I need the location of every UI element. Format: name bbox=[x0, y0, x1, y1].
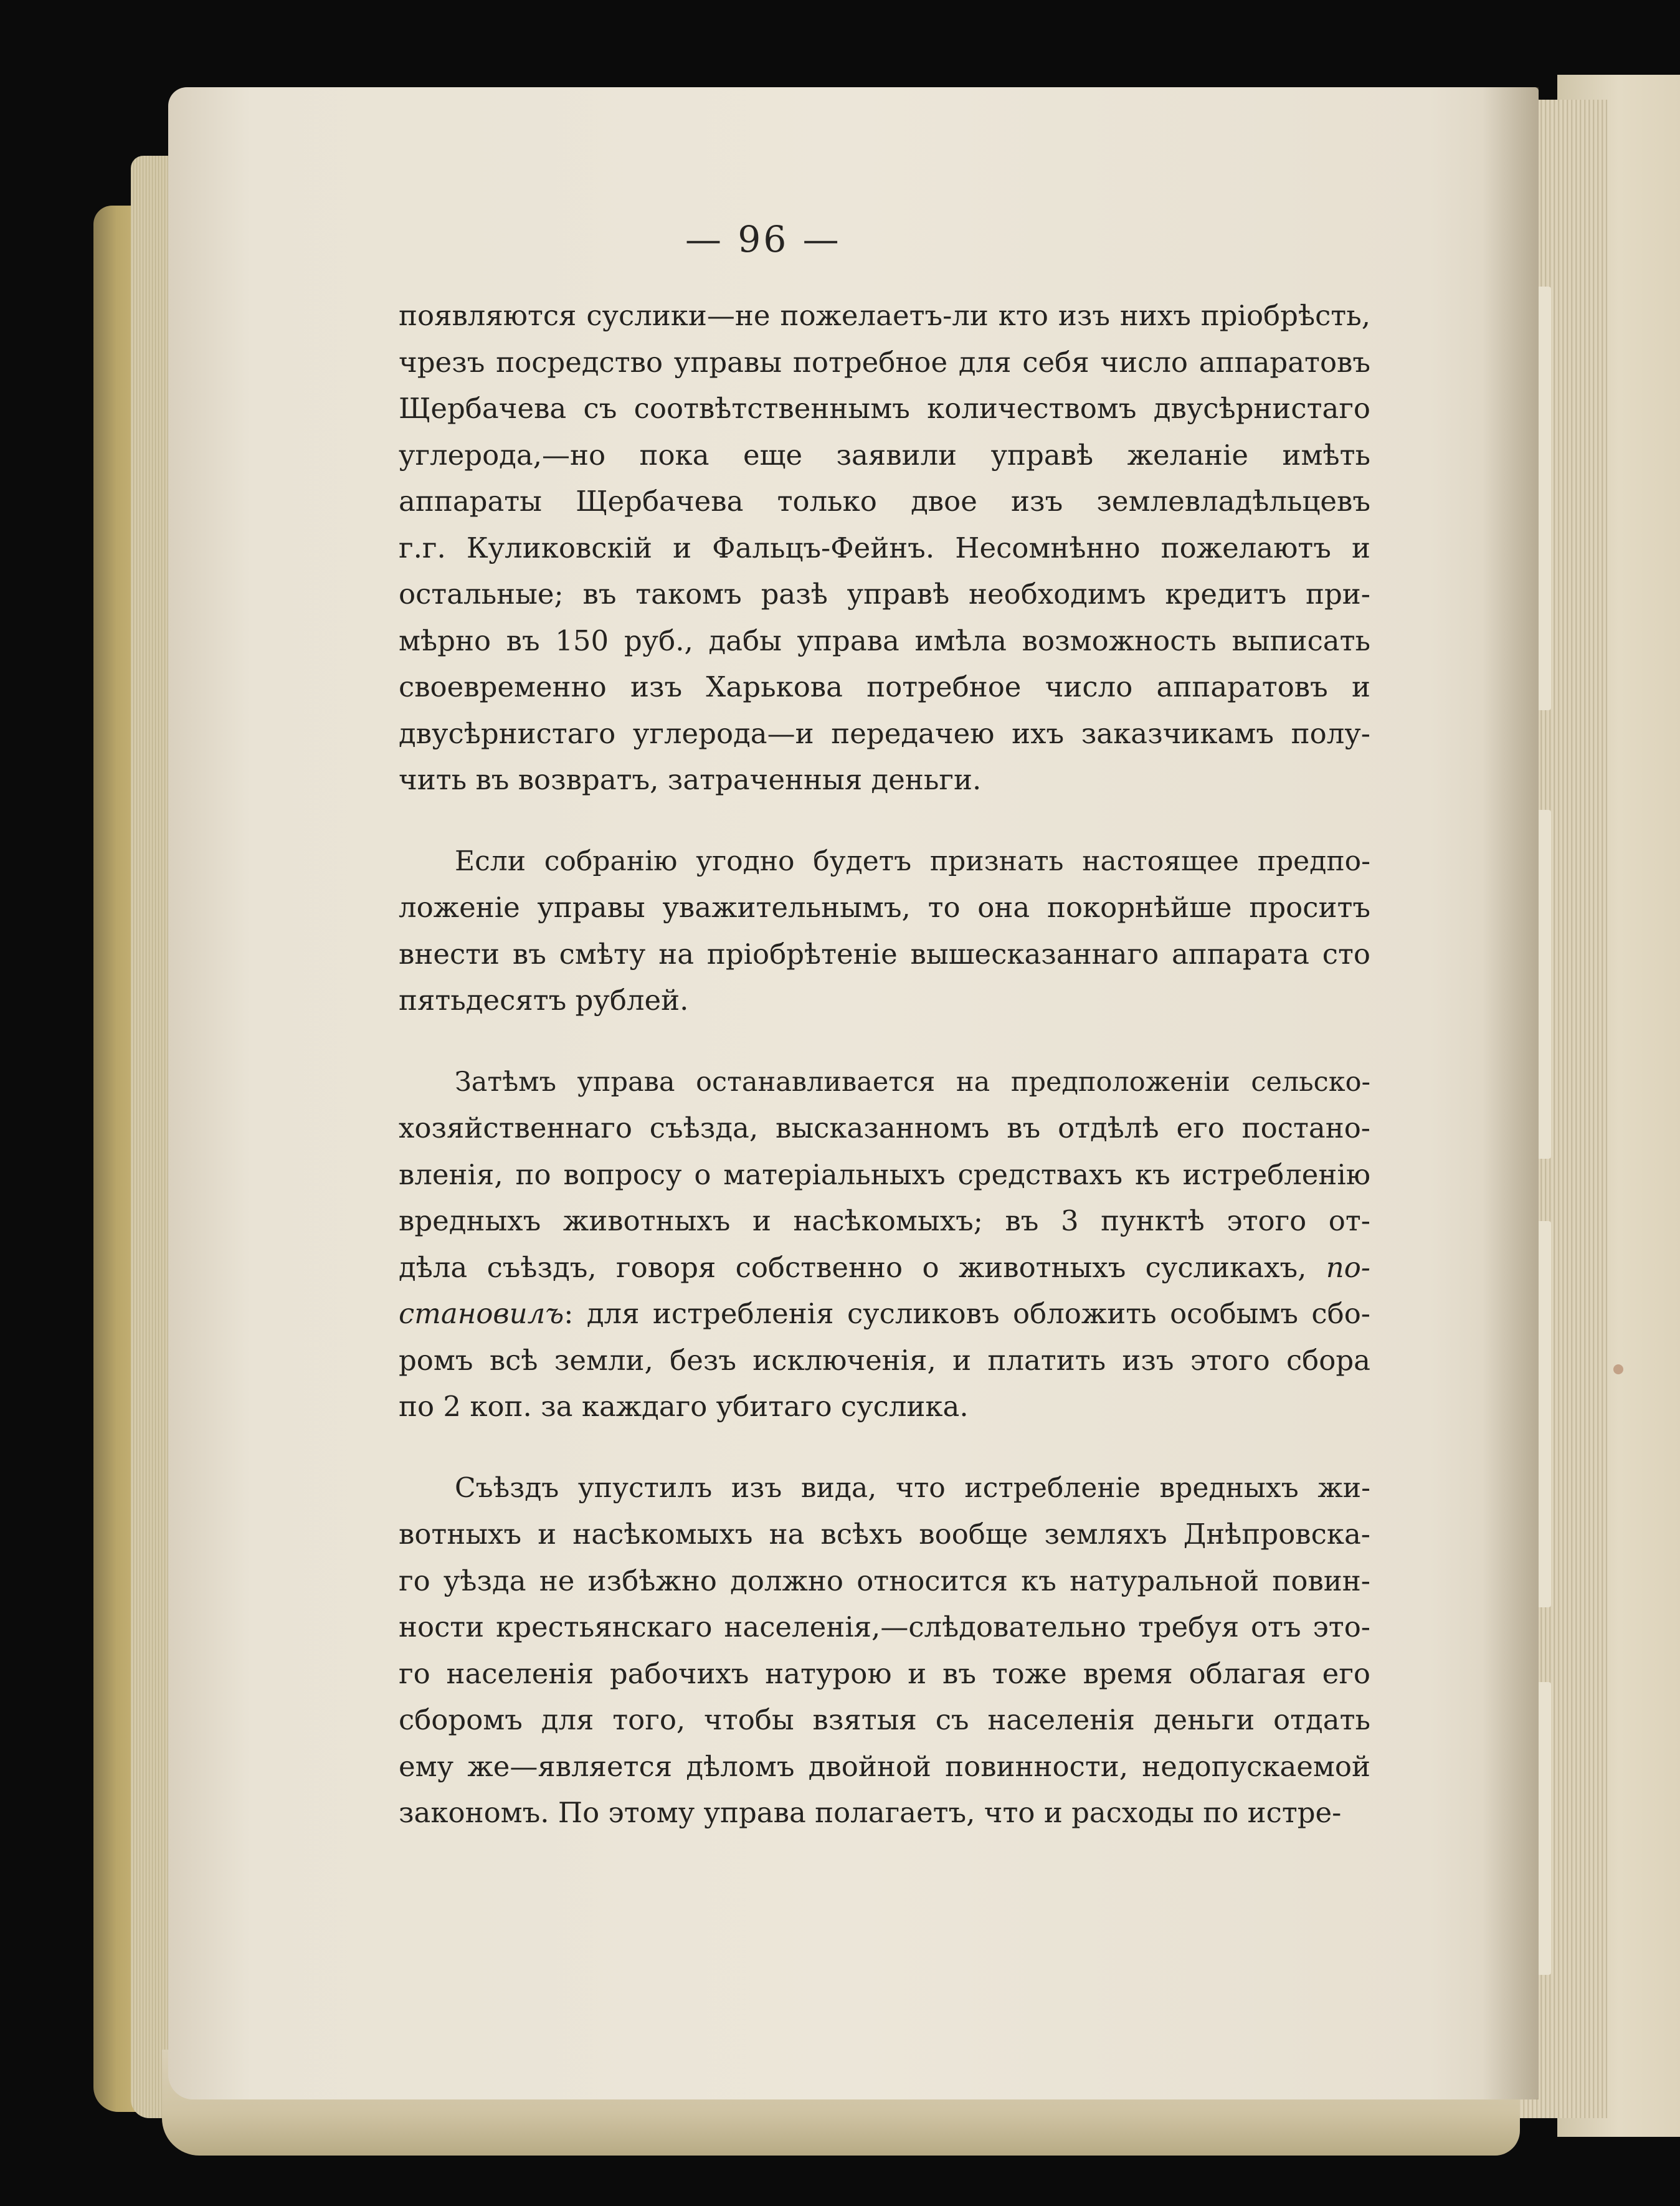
text-line bbox=[399, 478, 1370, 525]
line-text: вотныхъ и насѣкомыхъ на всѣхъ вообще земляхъ Днѣпровска- bbox=[399, 1518, 1370, 1551]
line-text: чить въ возвратъ, затраченныя деньги. bbox=[399, 763, 982, 796]
line-text: Если собранію угодно будетъ признать настоящее предпо- bbox=[455, 845, 1370, 877]
text-line bbox=[399, 1511, 1370, 1558]
text-line bbox=[399, 1105, 1370, 1152]
line-text: го уѣзда не избѣжно должно относится къ натуральной повин- bbox=[399, 1564, 1370, 1597]
paragraph bbox=[399, 1465, 1370, 1837]
line-text: г.г. Куликовскій и Фальцъ-Фейнъ. Несомнѣнно пожелаютъ и bbox=[399, 531, 1370, 564]
line-text: остальные; въ такомъ разѣ управѣ необходимъ кредитъ при- bbox=[399, 578, 1370, 611]
text-line bbox=[399, 757, 1370, 804]
line-text: хозяйственнаго съѣзда, высказанномъ въ отдѣлѣ его постано- bbox=[399, 1111, 1370, 1144]
text-line bbox=[399, 1384, 1370, 1430]
line-text: Затѣмъ управа останавливается на предположеніи сельско- bbox=[455, 1066, 1370, 1098]
text-line bbox=[399, 1152, 1370, 1199]
line-text: ложеніе управы уважительнымъ, то она покорнѣйше проситъ bbox=[399, 891, 1370, 924]
page-body-text bbox=[399, 293, 1370, 1837]
gutter-shadow bbox=[1483, 87, 1539, 2099]
text-line bbox=[399, 885, 1370, 931]
text-line bbox=[399, 1651, 1370, 1698]
text-line bbox=[399, 525, 1370, 572]
line-text: двусѣрнистаго углерода—и передачею ихъ заказчикамъ полу- bbox=[399, 716, 1370, 750]
line-text: вредныхъ животныхъ и насѣкомыхъ; въ 3 пунктѣ этого от- bbox=[399, 1204, 1370, 1237]
line-text: сборомъ для того, чтобы взятыя съ населенія деньги отдать bbox=[399, 1703, 1370, 1736]
line-text: внести въ смѣту на пріобрѣтеніе вышесказаннаго аппарата сто bbox=[399, 937, 1370, 971]
text-line bbox=[399, 839, 1370, 885]
line-text: го населенія рабочихъ натурою и въ тоже время облагая его bbox=[399, 1657, 1370, 1690]
foxing-spot bbox=[1613, 1364, 1623, 1374]
line-text: ности крестьянскаго населенія,—слѣдовательно требуя отъ это- bbox=[399, 1610, 1370, 1643]
text-line bbox=[399, 664, 1370, 711]
text-line bbox=[399, 432, 1370, 479]
line-text: мѣрно въ 150 руб., дабы управа имѣла возможность выписать bbox=[399, 624, 1370, 657]
text-line bbox=[399, 386, 1370, 432]
line-text: по 2 коп. за каждаго убитаго суслика. bbox=[399, 1390, 969, 1423]
text-line bbox=[399, 1697, 1370, 1744]
text-line bbox=[399, 1291, 1370, 1338]
line-text: своевременно изъ Харькова потребное число аппаратовъ и bbox=[399, 670, 1370, 703]
text-line bbox=[399, 618, 1370, 665]
line-text: Щербачева съ соотвѣтственнымъ количествомъ двусѣрнистаго bbox=[399, 392, 1370, 425]
line-text: появляются суслики—не пожелаетъ-ли кто изъ нихъ пріобрѣсть, bbox=[399, 299, 1370, 332]
paragraph bbox=[399, 839, 1370, 1024]
text-line bbox=[399, 931, 1370, 978]
text-line bbox=[399, 340, 1370, 386]
text-line bbox=[399, 1604, 1370, 1651]
text-line bbox=[399, 1245, 1370, 1291]
page-number: — 96 — bbox=[685, 218, 842, 260]
text-line bbox=[399, 1744, 1370, 1790]
text-line bbox=[399, 571, 1370, 618]
text-line bbox=[399, 1059, 1370, 1106]
text-line bbox=[399, 1558, 1370, 1605]
line-text: углерода,—но пока еще заявили управѣ желаніе имѣть bbox=[399, 438, 1370, 472]
line-text: ромъ всѣ земли, безъ исключенія, и платить изъ этого сбора bbox=[399, 1343, 1370, 1377]
line-text: ему же—является дѣломъ двойной повинности, недопускаемой bbox=[399, 1749, 1370, 1783]
italic-word: становилъ bbox=[399, 1297, 564, 1330]
italic-word: по- bbox=[1326, 1250, 1370, 1284]
text-line bbox=[399, 1465, 1370, 1512]
line-text: дѣла съѣздъ, говоря собственно о животныхъ сусликахъ, bbox=[399, 1250, 1307, 1284]
text-line bbox=[399, 293, 1370, 340]
text-line bbox=[399, 977, 1370, 1024]
paragraph bbox=[399, 293, 1370, 804]
line-text: пятьдесятъ рублей. bbox=[399, 984, 689, 1017]
paragraph bbox=[399, 1059, 1370, 1430]
text-line bbox=[399, 1198, 1370, 1245]
line-text: аппараты Щербачева только двое изъ землевладѣльцевъ bbox=[399, 485, 1370, 518]
text-line bbox=[399, 1338, 1370, 1384]
text-line bbox=[399, 711, 1370, 758]
line-text: закономъ. По этому управа полагаетъ, что и расходы по истре- bbox=[399, 1796, 1342, 1829]
text-line bbox=[399, 1790, 1370, 1837]
line-text: чрезъ посредство управы потребное для себя число аппаратовъ bbox=[399, 345, 1370, 379]
line-text: : для истребленія сусликовъ обложить особымъ сбо- bbox=[564, 1297, 1370, 1330]
line-text: вленія, по вопросу о матеріальныхъ средствахъ къ истребленію bbox=[399, 1158, 1370, 1191]
line-text: Съѣздъ упустилъ изъ вида, что истребленіе вредныхъ жи- bbox=[455, 1471, 1370, 1504]
